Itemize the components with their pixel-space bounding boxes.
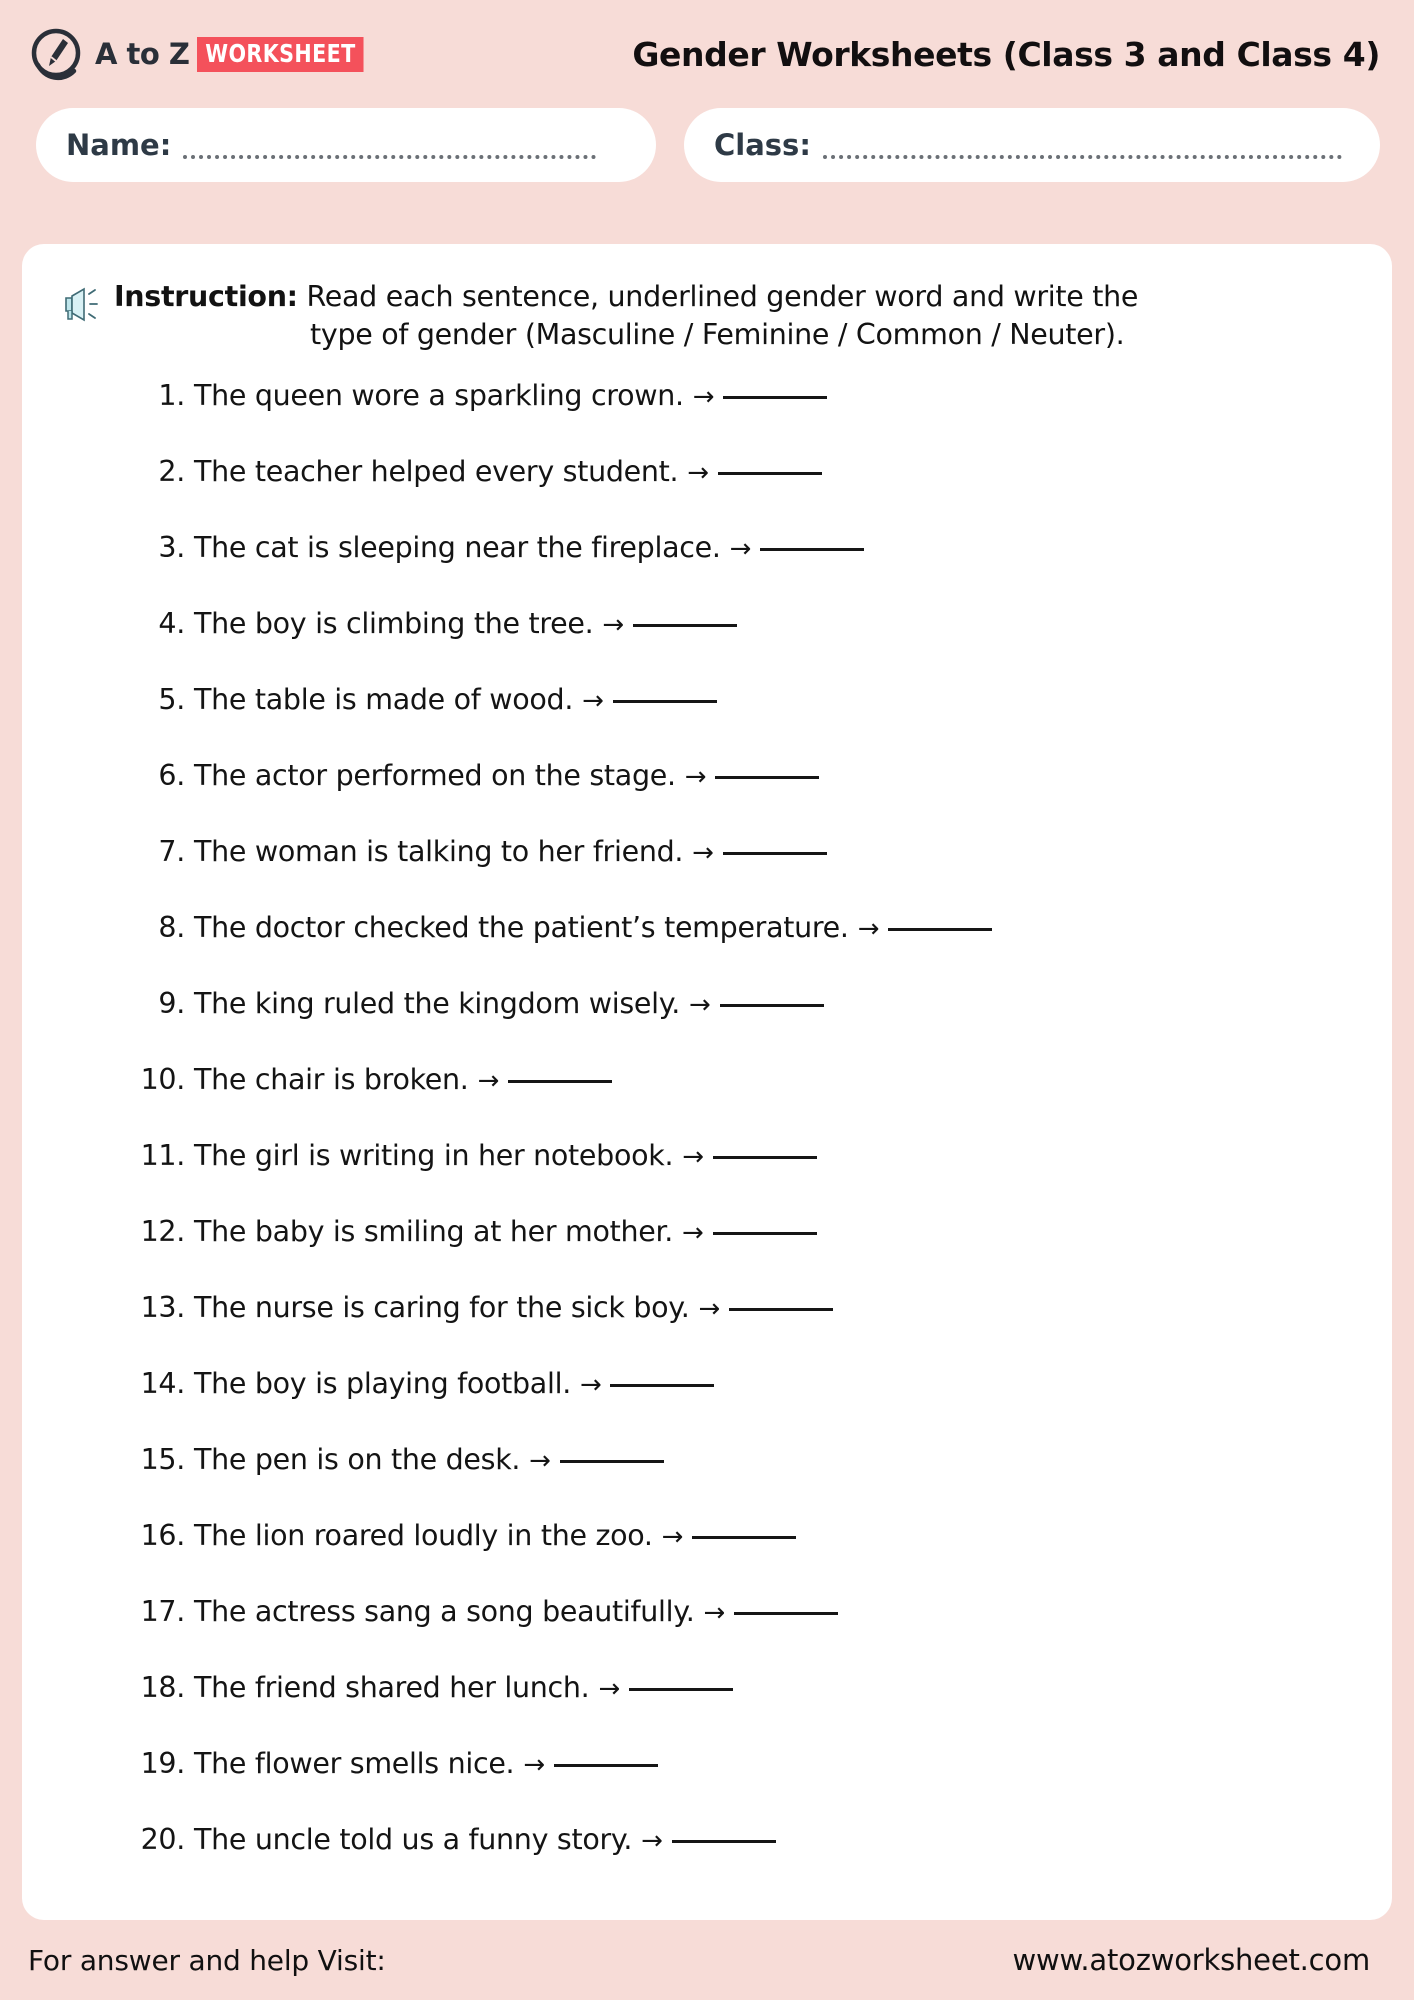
arrow-icon: → <box>692 838 714 869</box>
question-number: 19. <box>140 1747 185 1781</box>
question-body <box>194 379 827 412</box>
question-item <box>62 1291 1352 1367</box>
instruction-block <box>22 244 1392 353</box>
answer-blank[interactable] <box>734 1612 838 1615</box>
brand-worksheet-badge: WORKSHEET <box>197 37 364 72</box>
arrow-icon: → <box>523 1750 545 1781</box>
question-item <box>62 1367 1352 1443</box>
question-item <box>62 455 1352 531</box>
worksheet-sheet <box>22 244 1392 1920</box>
question-item <box>62 379 1352 455</box>
question-sentence: The actor performed on the stage. <box>194 759 676 793</box>
question-body <box>194 1063 612 1096</box>
question-sentence: The teacher helped every student. <box>194 455 679 489</box>
question-item <box>62 1139 1352 1215</box>
question-number: 14. <box>140 1367 185 1401</box>
answer-blank[interactable] <box>560 1460 664 1463</box>
arrow-icon: → <box>602 610 624 641</box>
answer-blank[interactable] <box>713 1232 817 1235</box>
answer-blank[interactable] <box>713 1156 817 1159</box>
question-body <box>194 1595 838 1628</box>
arrow-icon: → <box>682 1218 704 1249</box>
question-number: 6. <box>158 759 185 793</box>
question-item <box>62 1823 1352 1899</box>
question-sentence: The boy is climbing the tree. <box>194 607 594 641</box>
arrow-icon: → <box>703 1598 726 1629</box>
question-number: 16. <box>140 1519 185 1553</box>
name-input-line[interactable] <box>183 149 596 159</box>
name-field[interactable] <box>36 108 656 182</box>
answer-blank[interactable] <box>720 1004 824 1007</box>
answer-blank[interactable] <box>729 1308 833 1311</box>
question-body <box>194 1291 833 1324</box>
arrow-icon: → <box>682 1142 704 1173</box>
answer-blank[interactable] <box>723 852 827 855</box>
question-sentence: The baby is smiling at her mother. <box>194 1215 674 1249</box>
question-item <box>62 1215 1352 1291</box>
question-sentence: The nurse is caring for the sick boy. <box>194 1291 690 1325</box>
question-number: 7. <box>158 835 185 869</box>
question-item <box>62 759 1352 835</box>
name-label: Name: <box>66 128 172 162</box>
question-sentence: The friend shared her lunch. <box>194 1671 590 1705</box>
arrow-icon: → <box>684 762 707 793</box>
answer-blank[interactable] <box>613 700 717 703</box>
question-number: 17. <box>140 1595 185 1629</box>
question-body <box>194 987 824 1020</box>
footer-help-text: For answer and help Visit: <box>28 1943 386 1977</box>
question-body <box>194 1823 776 1856</box>
question-sentence: The doctor checked the patient’s temperature. <box>194 911 849 945</box>
question-sentence: The girl is writing in her notebook. <box>194 1139 674 1173</box>
question-body <box>194 1139 817 1172</box>
brand-logo <box>30 27 379 81</box>
question-number: 9. <box>158 987 185 1021</box>
answer-blank[interactable] <box>692 1536 796 1539</box>
question-sentence: The uncle told us a funny story. <box>194 1823 633 1857</box>
question-body <box>194 607 737 640</box>
question-sentence: The queen wore a sparkling crown. <box>194 379 684 413</box>
question-body <box>194 835 827 868</box>
question-number: 13. <box>140 1291 185 1325</box>
question-body <box>194 1215 817 1248</box>
question-body <box>194 683 717 716</box>
arrow-icon: → <box>857 914 880 945</box>
question-number: 11. <box>140 1139 185 1173</box>
answer-blank[interactable] <box>610 1384 714 1387</box>
question-item <box>62 1519 1352 1595</box>
question-sentence: The boy is playing football. <box>194 1367 571 1401</box>
question-number: 18. <box>140 1671 185 1705</box>
student-info-row <box>0 108 1414 188</box>
answer-blank[interactable] <box>760 548 864 551</box>
page-footer <box>0 1920 1414 2000</box>
answer-blank[interactable] <box>633 624 737 627</box>
question-body <box>194 911 992 944</box>
arrow-icon: → <box>661 1522 684 1553</box>
footer-website-url: www.atozworksheet.com <box>1012 1943 1370 1977</box>
megaphone-icon <box>62 284 102 324</box>
question-body <box>194 1367 714 1400</box>
question-item <box>62 911 1352 987</box>
question-list <box>22 379 1392 1899</box>
arrow-icon: → <box>689 990 711 1021</box>
question-item <box>62 607 1352 683</box>
question-number: 1. <box>158 379 185 413</box>
question-body <box>194 1443 664 1476</box>
question-sentence: The actress sang a song beautifully. <box>194 1595 695 1629</box>
question-number: 8. <box>158 911 185 945</box>
question-item <box>62 1595 1352 1671</box>
arrow-icon: → <box>598 1674 620 1705</box>
question-item <box>62 987 1352 1063</box>
question-item <box>62 1443 1352 1519</box>
question-number: 4. <box>158 607 185 641</box>
question-number: 12. <box>140 1215 185 1249</box>
instruction-line-2: type of gender (Masculine / Feminine / Common / Neuter). <box>310 317 1125 351</box>
question-item <box>62 683 1352 759</box>
question-item <box>62 1747 1352 1823</box>
answer-blank[interactable] <box>715 776 819 779</box>
question-body <box>194 1519 796 1552</box>
class-input-line[interactable] <box>823 149 1342 159</box>
question-item <box>62 1671 1352 1747</box>
page-header <box>0 0 1414 108</box>
question-body <box>194 1747 658 1780</box>
question-sentence: The pen is on the desk. <box>194 1443 521 1477</box>
page-title: Gender Worksheets (Class 3 and Class 4) <box>632 34 1380 74</box>
arrow-icon: → <box>529 1446 551 1477</box>
question-item <box>62 1063 1352 1139</box>
arrow-icon: → <box>477 1066 500 1097</box>
arrow-icon: → <box>692 382 715 413</box>
question-sentence: The king ruled the kingdom wisely. <box>194 987 681 1021</box>
answer-blank[interactable] <box>718 472 822 475</box>
answer-blank[interactable] <box>888 928 992 931</box>
question-body <box>194 455 822 488</box>
arrow-icon: → <box>698 1294 721 1325</box>
question-sentence: The flower smells nice. <box>194 1747 515 1781</box>
brand-name-text: A to Z <box>95 37 190 71</box>
question-sentence: The cat is sleeping near the fireplace. <box>194 531 721 565</box>
question-number: 10. <box>140 1063 185 1097</box>
question-sentence: The woman is talking to her friend. <box>194 835 684 869</box>
question-sentence: The table is made of wood. <box>194 683 574 717</box>
answer-blank[interactable] <box>629 1688 733 1691</box>
instruction-text <box>114 278 1138 353</box>
answer-blank[interactable] <box>672 1840 776 1843</box>
question-number: 2. <box>158 455 185 489</box>
class-field[interactable] <box>684 108 1380 182</box>
question-number: 20. <box>140 1823 185 1857</box>
arrow-icon: → <box>687 458 709 489</box>
arrow-icon: → <box>641 1826 663 1857</box>
answer-blank[interactable] <box>554 1764 658 1767</box>
question-item <box>62 531 1352 607</box>
arrow-icon: → <box>729 534 752 565</box>
question-body <box>194 531 864 564</box>
question-body <box>194 1671 733 1704</box>
answer-blank[interactable] <box>508 1080 612 1083</box>
arrow-icon: → <box>582 686 604 717</box>
pen-circle-logo-icon <box>30 27 84 81</box>
question-number: 5. <box>158 683 185 717</box>
question-item <box>62 835 1352 911</box>
question-number: 3. <box>158 531 185 565</box>
arrow-icon: → <box>579 1370 602 1401</box>
answer-blank[interactable] <box>723 396 827 399</box>
question-sentence: The chair is broken. <box>194 1063 469 1097</box>
instruction-line-1: Read each sentence, underlined gender word and write the <box>306 280 1139 313</box>
instruction-lead: Instruction: <box>114 280 298 313</box>
question-body <box>194 759 819 792</box>
question-sentence: The lion roared loudly in the zoo. <box>194 1519 653 1553</box>
class-label: Class: <box>714 128 811 162</box>
question-number: 15. <box>140 1443 185 1477</box>
